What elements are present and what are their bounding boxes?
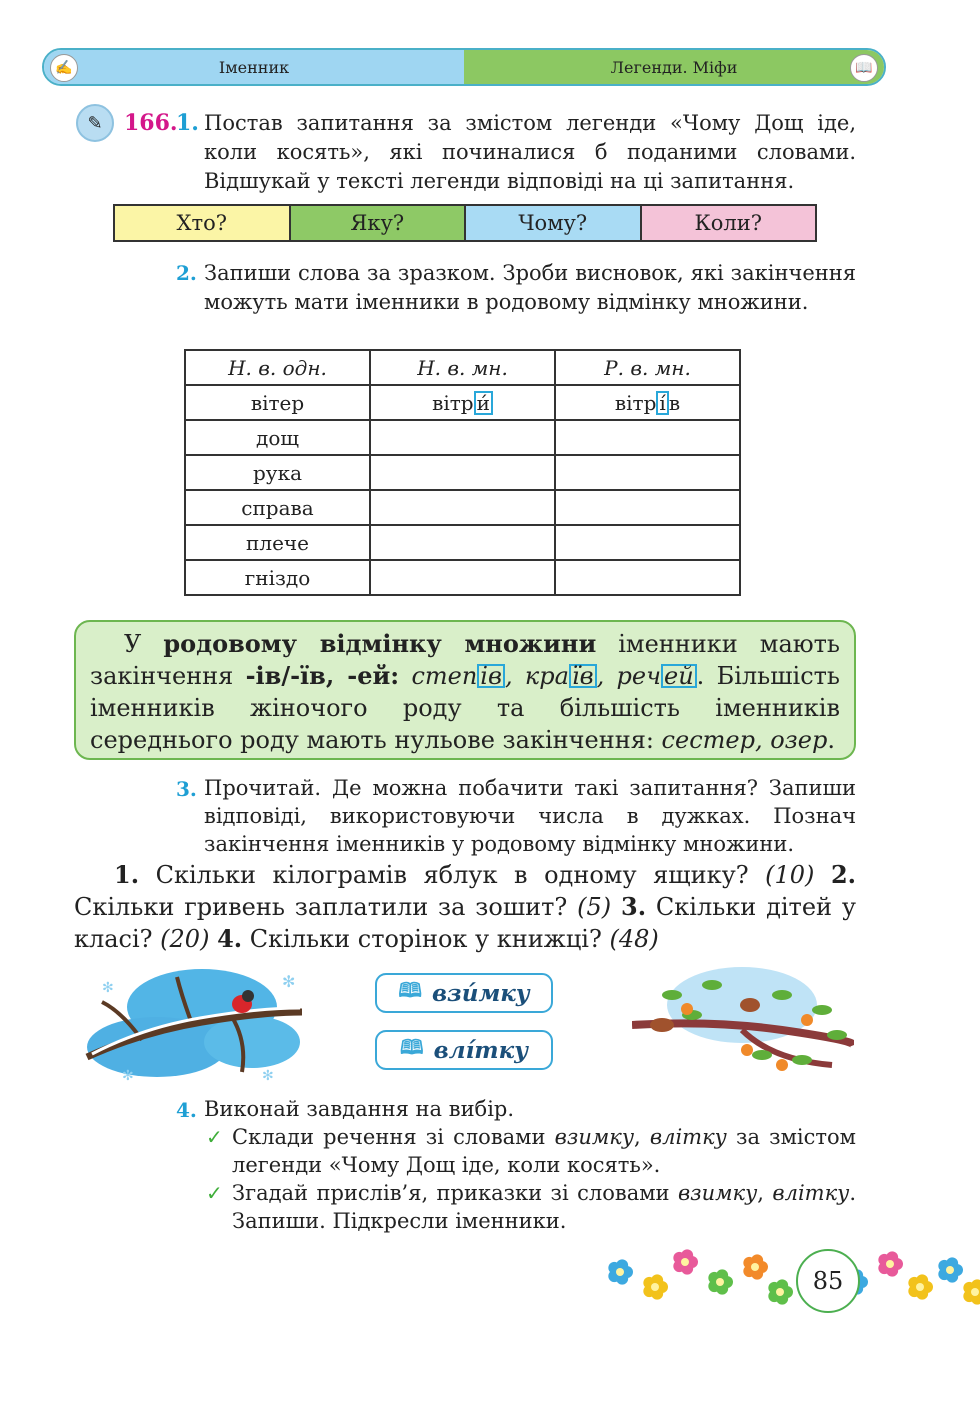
rule-text: . — [827, 726, 835, 754]
page-number: 85 — [796, 1249, 860, 1313]
flower — [963, 1279, 980, 1304]
task2-text: Запиши слова за зразком. Зроби висновок, які закінчення можуть мати іменники в родовому відмінку множини. — [204, 261, 856, 314]
empty-cell — [555, 560, 740, 595]
word-label: влі́тку — [433, 1036, 528, 1064]
flower — [908, 1274, 933, 1299]
task3-text: Прочитай. Де можна побачити такі запитання? Запиши відповіді, використовуючи числа в дужках. Познач закінчення іменників у родовому відмінку множини. — [204, 776, 856, 856]
option-text: Склади речення зі словами — [232, 1125, 555, 1149]
ending-box: їв — [569, 664, 597, 688]
empty-cell — [555, 490, 740, 525]
check-icon: ✓ — [206, 1181, 223, 1205]
example-stem: степ — [411, 662, 478, 690]
table-header-row — [185, 350, 740, 385]
subtask-2-number: 2. — [176, 261, 197, 285]
option-text: . Запиши. Підкресли іменники. — [232, 1181, 856, 1233]
task1-text: Постав запитання за змістом легенди «Чому Дощ іде, коли косять», які починалися б поданими словами. Відшукай у тексті легенди відповіді на ці запитання. — [204, 111, 856, 193]
question-cell-who: Хто? — [115, 206, 291, 240]
table-header: Н. в. мн. — [370, 350, 555, 385]
question-cell-which: Яку? — [291, 206, 467, 240]
rule-text: іменники мають закінчення — [90, 630, 840, 690]
empty-cell — [555, 455, 740, 490]
table-header: Н. в. одн. — [185, 350, 370, 385]
header-bar — [42, 48, 886, 86]
question-value: (10) — [765, 861, 815, 889]
pen-icon: ✍ — [50, 54, 78, 82]
table-row — [185, 525, 740, 560]
flower — [878, 1251, 903, 1276]
svg-text:✻: ✻ — [102, 980, 114, 996]
empty-cell — [370, 525, 555, 560]
ending-box: ей — [661, 664, 697, 688]
svg-text:✻: ✻ — [282, 972, 296, 991]
subtask-3-number: 3. — [176, 777, 197, 801]
question-cell-when: Коли? — [642, 206, 816, 240]
summer-branch-illustration — [632, 965, 854, 1085]
subtask-1-number: 1. — [176, 110, 199, 136]
winter-branch-illustration — [82, 962, 307, 1092]
table-row — [185, 560, 740, 595]
rule-text: У — [124, 630, 164, 658]
writing-icon: ✎ — [76, 104, 114, 142]
flower — [708, 1269, 733, 1294]
word-tail: в — [668, 390, 681, 415]
rule-bold: родовому відмінку множини — [163, 629, 597, 658]
word-forms-table — [184, 349, 741, 596]
check-icon: ✓ — [206, 1125, 223, 1149]
book-icon: 📖 — [850, 54, 878, 82]
question-value: (5) — [577, 893, 612, 921]
subtask-4-number: 4. — [176, 1098, 197, 1122]
table-cell: дощ — [185, 420, 370, 455]
table-cell: рука — [185, 455, 370, 490]
question-number: 3. — [621, 892, 647, 921]
table-row — [185, 490, 740, 525]
option-text: за змістом легенди «Чому Дощ іде, коли косять». — [232, 1125, 856, 1177]
header-left — [44, 50, 464, 84]
word-card-vzymku — [375, 973, 553, 1013]
empty-cell — [555, 525, 740, 560]
empty-cell — [370, 490, 555, 525]
question-number: 2. — [830, 860, 856, 889]
option-text: , — [757, 1181, 773, 1205]
table-cell: гніздо — [185, 560, 370, 595]
flower — [673, 1249, 698, 1274]
word-card-vlitku — [375, 1030, 553, 1070]
header-left-label: Іменник — [218, 57, 290, 77]
question-value: (20) — [160, 925, 210, 953]
word-label: взи́мку — [431, 979, 530, 1007]
question-number: 4. — [217, 924, 243, 953]
empty-cell — [370, 420, 555, 455]
flower — [608, 1259, 633, 1284]
questions-paragraph — [74, 859, 856, 955]
task4-option-1 — [232, 1123, 856, 1179]
ending-box: ів — [477, 664, 505, 688]
table-row — [185, 385, 740, 420]
empty-cell — [555, 420, 740, 455]
task4-option-2 — [232, 1179, 856, 1235]
task4-title: Виконай завдання на вибір. — [204, 1097, 515, 1121]
flower-garland-decoration — [600, 1242, 980, 1312]
example-stem: реч — [616, 662, 661, 690]
table-cell: плече — [185, 525, 370, 560]
table-row — [185, 455, 740, 490]
question-value: (48) — [609, 925, 659, 953]
table-row — [185, 420, 740, 455]
table-cell — [370, 385, 555, 420]
example-words: сестер, озер — [661, 726, 828, 754]
flower — [743, 1254, 768, 1279]
question-text: Скільки кілограмів яблук в одному ящику? — [139, 861, 766, 889]
question-words-row — [113, 204, 817, 242]
option-word: взимку — [554, 1125, 635, 1149]
table-cell — [555, 385, 740, 420]
book-icon: 🕮 — [398, 978, 422, 1002]
table-header: Р. в. мн. — [555, 350, 740, 385]
rule-text: . Більшість іменників жіночого роду та більшість іменників середнього роду мають нульове закінчення: — [90, 662, 840, 754]
question-text: Скільки гривень заплатили за зошит? — [74, 893, 578, 921]
header-right — [464, 50, 884, 84]
question-text: Скільки дітей у класі? — [74, 893, 856, 953]
rule-bold: -ів/-їв, -ей: — [245, 661, 400, 690]
grammar-rule-box: У родовому відмінку множини іменники мають закінчення -ів/-їв, -ей: степ ів , кра їв , реч ей . Більшість іменників жіночого роду та більшість іменників середнього роду мають нульове закінчення: сестер, озер. — [74, 620, 856, 760]
word-stem: вітр — [432, 390, 474, 415]
book-icon: 🕮 — [400, 1035, 424, 1059]
flower — [643, 1274, 668, 1299]
table-cell: справа — [185, 490, 370, 525]
empty-cell — [370, 455, 555, 490]
word-stem: вітр — [614, 390, 657, 415]
task-number: 166. — [124, 110, 178, 136]
flower — [768, 1279, 793, 1304]
svg-text:✻: ✻ — [262, 1068, 274, 1084]
option-word: взимку — [677, 1181, 758, 1205]
option-word: влітку — [649, 1125, 727, 1149]
header-right-label: Легенди. Міфи — [610, 57, 738, 77]
option-text: , — [634, 1125, 650, 1149]
ending-box: і́ — [656, 391, 668, 415]
question-cell-why: Чому? — [466, 206, 642, 240]
table-cell: вітер — [185, 385, 370, 420]
question-number: 1. — [114, 860, 140, 889]
svg-text:✻: ✻ — [122, 1068, 134, 1084]
option-word: влітку — [772, 1181, 850, 1205]
empty-cell — [370, 560, 555, 595]
ending-box: и́ — [474, 391, 493, 415]
question-text: Скільки сторінок у книжці? — [242, 925, 610, 953]
option-text: Згадай прислів’я, приказки зі словами — [232, 1181, 678, 1205]
example-stem: кра — [524, 662, 569, 690]
flower — [938, 1257, 963, 1282]
